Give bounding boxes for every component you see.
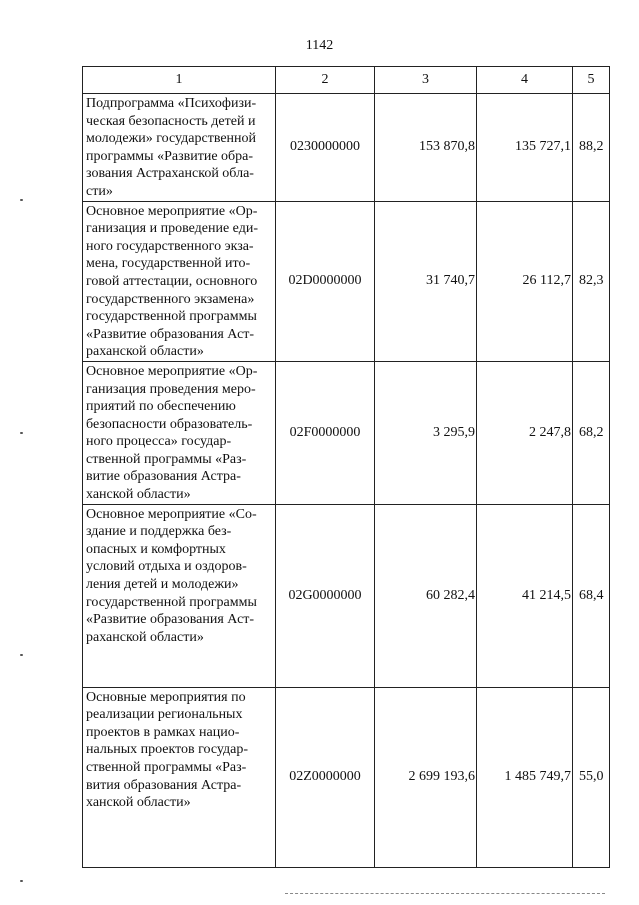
header-cell-4: 4 [477,67,573,94]
scan-speck [20,432,23,434]
name-line: ственной программы «Раз- [86,451,247,467]
name-line: говой аттестации, основного [86,273,258,289]
name-line: ного процесса» государ- [86,434,232,450]
fact-amount-cell: 41 214,5 [477,504,573,687]
name-line: ханской области» [86,795,191,811]
table-row [83,687,610,867]
name-line: условий отдыха и оздоров- [86,559,247,575]
name-line: Подпрограмма «Психофизи- [86,96,257,111]
table-header-row [83,67,610,94]
name-line: ственной программы «Раз- [86,760,247,776]
percent-cell: 55,0 [573,687,610,867]
percent-cell: 82,3 [573,201,610,361]
scan-speck [20,654,23,656]
name-line: проектов в рамках нацио- [86,724,240,740]
budget-code-cell: 02D0000000 [276,201,375,361]
name-line: ганизация проведения меро- [86,381,256,397]
name-line: мена, государственной ито- [86,256,251,272]
table-row [83,94,610,202]
plan-amount-cell: 153 870,8 [375,94,477,202]
program-name-cell [83,94,276,202]
program-name-cell [83,687,276,867]
table-row [83,361,610,504]
program-name-cell [83,201,276,361]
name-line: реализации региональных [86,707,243,723]
name-line: безопасности образователь- [86,416,253,432]
name-line: Основные мероприятия по [86,689,246,705]
header-cell-3: 3 [375,67,477,94]
name-line: раханской области» [86,629,204,645]
name-line: здание и поддержка без- [86,524,232,540]
name-line: Основное мероприятие «Со- [86,506,257,522]
name-line: ханской области» [86,487,191,503]
name-line: Основное мероприятие «Ор- [86,203,258,219]
name-line: приятий по обеспечению [86,399,236,415]
name-line: ческая безопасность детей и [86,113,256,129]
budget-table [82,66,610,868]
plan-amount-cell: 60 282,4 [375,504,477,687]
fact-amount-cell: 1 485 749,7 [477,687,573,867]
name-line: опасных и комфортных [86,541,226,557]
name-line: программы «Развитие обра- [86,148,254,164]
table-row [83,504,610,687]
table-row [83,201,610,361]
bottom-rule [285,893,605,894]
scan-speck [20,199,23,201]
name-line: сти» [86,183,113,199]
name-line: раханской области» [86,344,204,360]
name-line: «Развитие образования Аст- [86,326,255,342]
name-line: государственной программы [86,594,257,610]
plan-amount-cell: 2 699 193,6 [375,687,477,867]
name-line: государственного экзамена» [86,291,255,307]
name-line: зования Астраханской обла- [86,166,254,182]
percent-cell: 88,2 [573,94,610,202]
name-line: витие образования Астра- [86,469,241,485]
header-cell-1: 1 [83,67,276,94]
budget-code-cell: 02F0000000 [276,361,375,504]
header-cell-5: 5 [573,67,610,94]
percent-cell: 68,4 [573,504,610,687]
page-number: 1142 [305,38,334,53]
name-line: ления детей и молодежи» [86,577,239,593]
name-line: «Развитие образования Аст- [86,612,255,628]
budget-code-cell: 02G0000000 [276,504,375,687]
header-cell-2: 2 [276,67,375,94]
fact-amount-cell: 135 727,1 [477,94,573,202]
name-line: ганизация и проведение еди- [86,221,258,237]
name-line: вития образования Астра- [86,777,242,793]
name-line: государственной программы [86,309,257,325]
scan-speck [20,880,23,882]
plan-amount-cell: 3 295,9 [375,361,477,504]
program-name-cell [83,504,276,687]
plan-amount-cell: 31 740,7 [375,201,477,361]
name-line: молодежи» государственной [86,131,257,147]
name-line: Основное мероприятие «Ор- [86,363,258,379]
name-line: нальных проектов государ- [86,742,249,758]
budget-code-cell: 02Z0000000 [276,687,375,867]
budget-code-cell: 0230000000 [276,94,375,202]
percent-cell: 68,2 [573,361,610,504]
fact-amount-cell: 2 247,8 [477,361,573,504]
program-name-cell [83,361,276,504]
fact-amount-cell: 26 112,7 [477,201,573,361]
name-line: ного государственного экза- [86,238,254,254]
